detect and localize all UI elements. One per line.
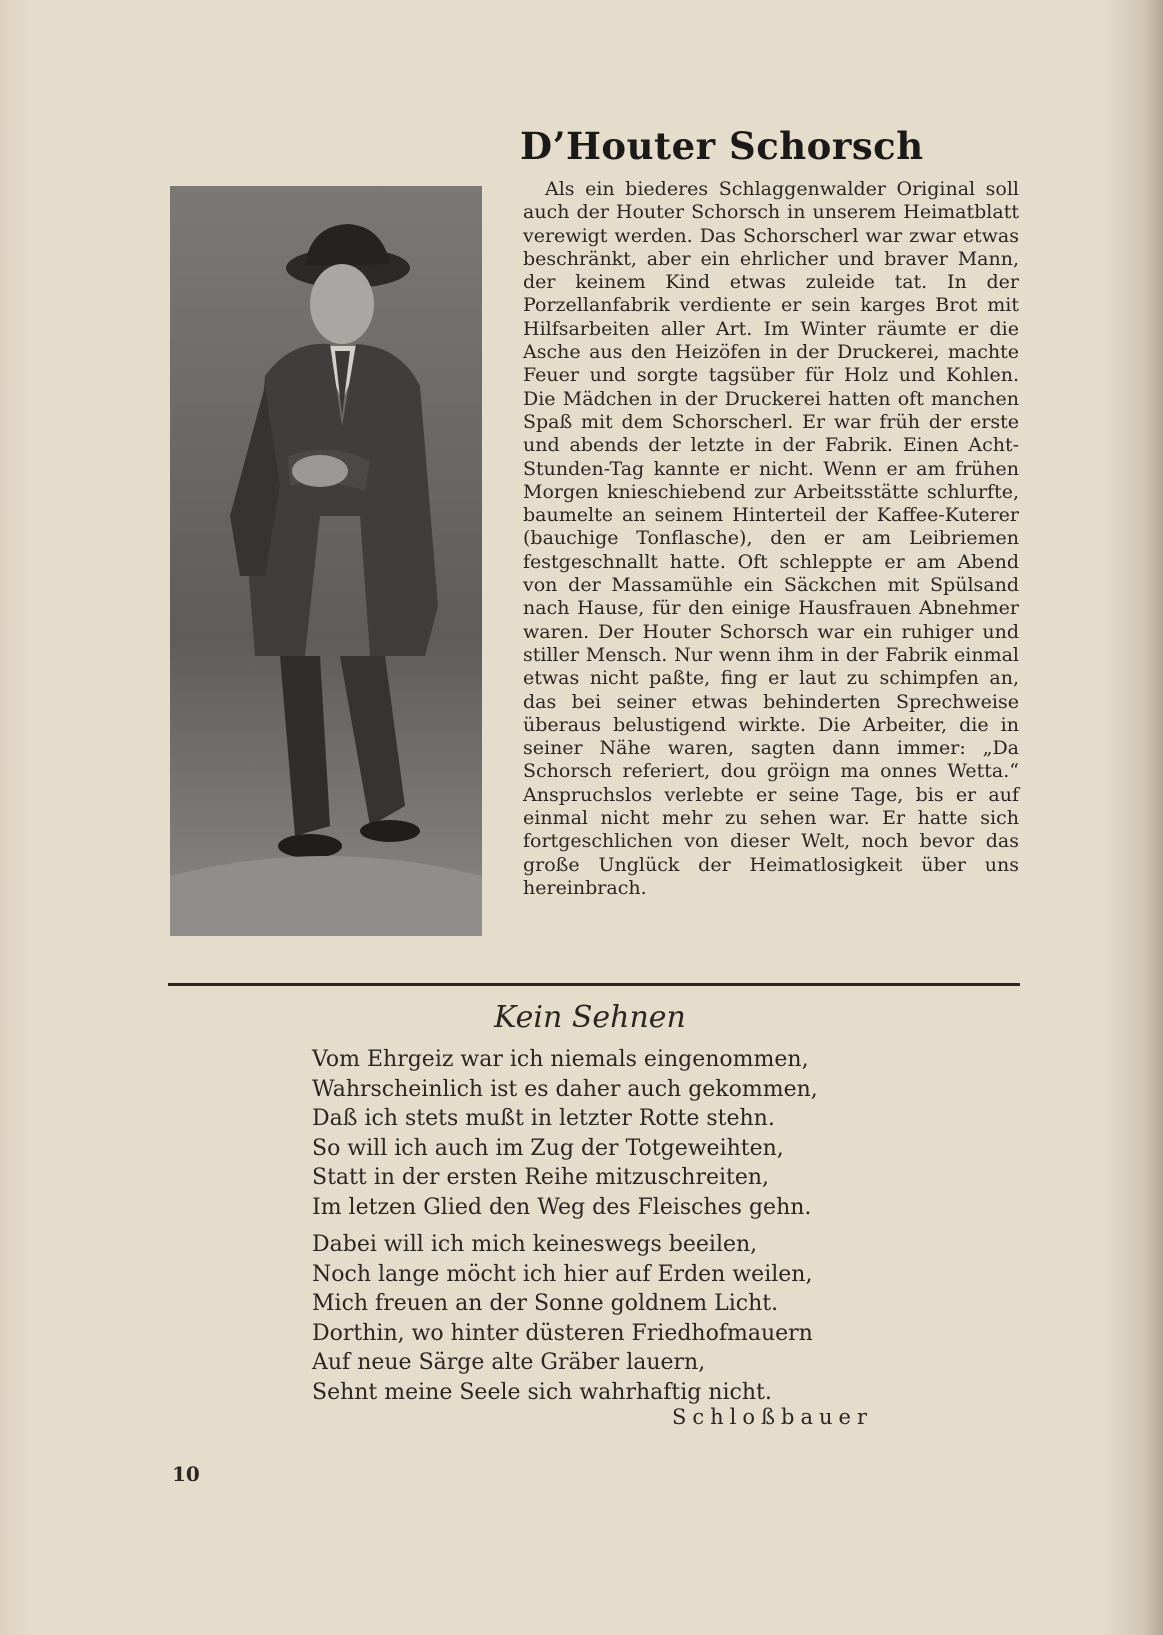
poem-line: Im letzen Glied den Weg des Fleisches gehn. <box>312 1194 812 1220</box>
page-number: 10 <box>172 1462 200 1486</box>
poem-line: Dabei will ich mich keineswegs beeilen, <box>312 1232 758 1257</box>
poem-title: Kein Sehnen <box>494 1000 686 1035</box>
page-left-shadow <box>0 0 30 1635</box>
poem-stanza-1 <box>312 1045 912 1222</box>
poem-author: Schloßbauer <box>672 1405 874 1429</box>
poem-line: Mich freuen an der Sonne goldnem Licht. <box>312 1291 779 1316</box>
poem-stanza-2 <box>312 1230 912 1407</box>
section-divider <box>168 983 1020 986</box>
poem-line: Sehnt meine Seele sich wahrhaftig nicht. <box>312 1379 772 1405</box>
poem-line: Statt in der ersten Reihe mitzuschreiten, <box>312 1165 770 1190</box>
poem-line: Noch lange möcht ich hier auf Erden weilen, <box>312 1261 813 1287</box>
poem-line: Dorthin, wo hinter düsteren Friedhofmauern <box>312 1320 813 1346</box>
poem-line: Wahrscheinlich ist es daher auch gekommen, <box>312 1076 818 1102</box>
article-title: D’Houter Schorsch <box>520 124 924 168</box>
page-binding-shadow <box>1103 0 1163 1635</box>
portrait-photo <box>170 186 482 936</box>
poem-line: Auf neue Särge alte Gräber lauern, <box>312 1350 706 1375</box>
article-body: Als ein biederes Schlaggenwalder Original soll auch der Houter Schorsch in unserem Heimatblatt verewigt werden. Das Schorscherl war zwar etwas beschränkt, aber ein ehrlicher und braver Mann, der keinem Kind etwas zuleide tat. In der Porzellanfabrik verdiente er sein karges Brot mit Hilfsarbeiten aller Art. Im Winter räumte er die Asche aus den Heizöfen in der Druckerei, machte Feuer und sorgte tagsüber für Holz und Kohlen. Die Mädchen in der Druckerei hatten oft manchen Spaß mit dem Schorscherl. Er war früh der erste und abends der letzte in der Fabrik. Einen Acht-Stunden-Tag kannte er nicht. Wenn er am frühen Morgen knieschiebend zur Arbeitsstätte schlurfte, baumelte an seinem Hinterteil der Kaffee-Kuterer (bauchige Tonflasche), den er am Leibriemen festgeschnallt hatte. Oft schleppte er am Abend von der Massamühle ein Säckchen mit Spülsand nach Hause, für den einige Hausfrauen Abnehmer waren. Der Houter Schorsch war ein ruhiger und stiller Mensch. Nur wenn ihm in der Fabrik einmal etwas nicht paßte, fing er laut zu schimpfen an, das bei seiner etwas behinderten Sprechweise überaus belustigend wirkte. Die Arbeiter, die in seiner Nähe waren, sagten dann immer: „Da Schorsch referiert, dou gröign ma onnes Wetta.“ Anspruchslos verlebte er seine Tage, bis er auf einmal nicht mehr zu sehen war. Er hatte sich fortgeschlichen von dieser Welt, noch bevor das große Unglück der Heimatlosigkeit über uns hereinbrach. <box>523 178 1019 899</box>
poem-line: Daß ich stets mußt in letzter Rotte stehn. <box>312 1106 775 1131</box>
poem-line: Vom Ehrgeiz war ich niemals eingenommen, <box>312 1047 809 1072</box>
poem-line: So will ich auch im Zug der Totgeweihten, <box>312 1135 784 1161</box>
